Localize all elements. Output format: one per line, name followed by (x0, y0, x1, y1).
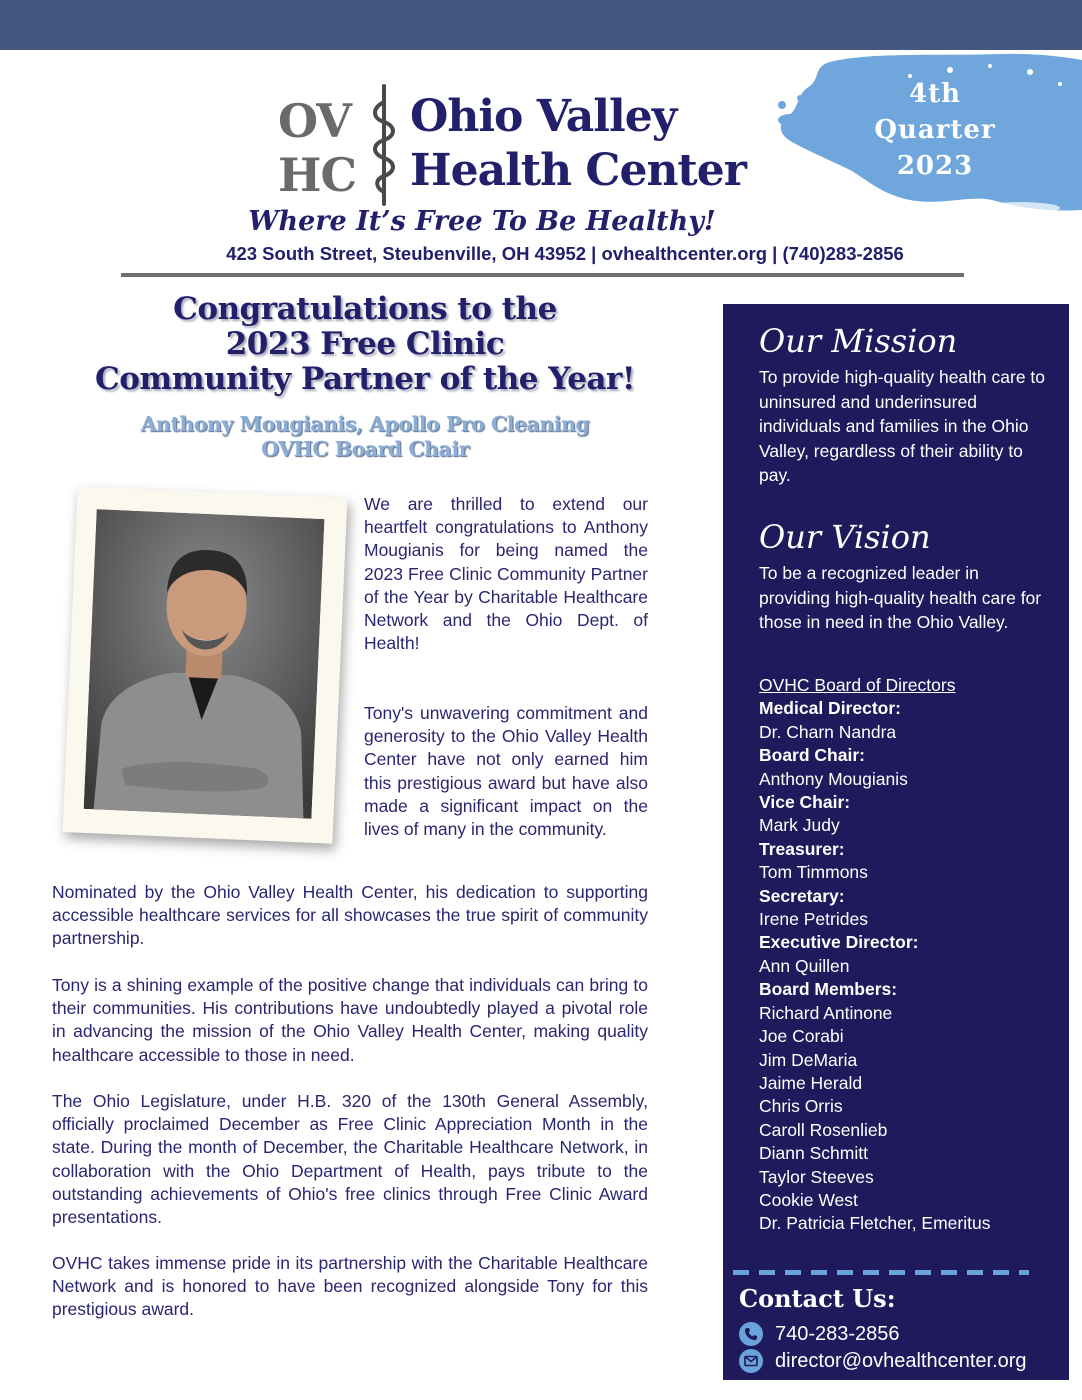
email-icon (739, 1349, 763, 1373)
article-paragraph-5: The Ohio Legislature, under H.B. 320 of the 130th General Assembly, officially proclaimed December as Free Clinic Appreciation Month in the state. During the month of December, the Charitable Healthcare Network, in collaboration with the Ohio Department of Health, pays tribute to the outstanding achievements of Ohio's free clinics through Free Clinic Award presentations. (52, 1091, 648, 1228)
board-member: Joe Corabi (759, 1026, 844, 1047)
article-paragraph-3: Nominated by the Ohio Valley Health Center, his dedication to supporting accessible healthcare services for all showcases the true spirit of community partnership. (52, 882, 648, 949)
contact-phone[interactable]: 740-283-2856 (775, 1322, 900, 1345)
logo-name-line-2: Health Center (410, 145, 746, 196)
board-of-directors (759, 674, 1059, 1236)
board-member: Jim DeMaria (759, 1049, 858, 1070)
role-name-board-chair: Anthony Mougianis (759, 768, 908, 789)
vision-heading: Our Vision (759, 518, 931, 556)
header-contact-line: 423 South Street, Steubenville, OH 43952 | ovhealthcenter.org | (740)283-2856 (226, 243, 904, 264)
subhead-line-2: OVHC Board Chair (261, 437, 469, 461)
role-label-executive-director: Executive Director: (759, 932, 919, 953)
role-label-treasurer: Treasurer: (759, 838, 845, 859)
quarter-line-3: 2023 (896, 151, 974, 181)
role-name-secretary: Irene Petrides (759, 909, 868, 930)
headline-line-3: Community Partner of the Year! (95, 361, 635, 397)
portrait-photo-frame (63, 486, 348, 843)
headline-line-2: 2023 Free Clinic (225, 326, 505, 362)
article-paragraph-4: Tony is a shining example of the positive change that individuals can bring to their communities. His contributions have undoubtedly played a pivotal role in advancing the mission of the Ohio Valley Health Center, making quality healthcare accessible to those in need. (52, 975, 648, 1065)
article-headline (60, 292, 670, 397)
logo-name (410, 90, 746, 198)
quarter-line-1: 4th (908, 79, 961, 109)
article-subhead (60, 412, 670, 462)
role-name-treasurer: Tom Timmons (759, 862, 868, 883)
role-label-vice-chair: Vice Chair: (759, 792, 851, 813)
quarter-label (862, 76, 1008, 184)
ovhc-logo (278, 84, 746, 208)
quarter-line-2: Quarter (874, 115, 996, 145)
logo-initials (278, 94, 356, 202)
board-member: Cookie West (759, 1189, 858, 1210)
article-paragraph-2: Tony's unwavering commitment and generosity to the Ohio Valley Health Center have not only earned him this prestigious award but have also made a significant impact on the lives of many in the community. (364, 703, 648, 840)
board-member: Richard Antinone (759, 1002, 893, 1023)
dashed-divider (733, 1270, 1029, 1275)
board-member: Chris Orris (759, 1096, 843, 1117)
vision-text: To be a recognized leader in providing high-quality health care for those in need in the Ohio Valley. (759, 563, 1042, 632)
contact-title: Contact Us: (739, 1284, 896, 1313)
header-divider (121, 273, 964, 277)
portrait-photo (84, 509, 325, 819)
board-member: Caroll Rosenlieb (759, 1119, 888, 1140)
role-name-executive-director: Ann Quillen (759, 955, 850, 976)
contact-email-row[interactable] (739, 1348, 1027, 1374)
role-name-vice-chair: Mark Judy (759, 815, 840, 836)
article-paragraph-6: OVHC takes immense pride in its partnership with the Charitable Healthcare Network and is honored to have been recognized alongside Tony for this prestigious award. (52, 1253, 648, 1320)
board-member: Diann Schmitt (759, 1143, 868, 1164)
role-label-medical-director: Medical Director: (759, 698, 901, 719)
board-member: Dr. Patricia Fletcher, Emeritus (759, 1213, 991, 1234)
subhead-line-1: Anthony Mougianis, Apollo Pro Cleaning (140, 412, 590, 436)
headline-line-1: Congratulations to the (173, 291, 557, 327)
logo-name-line-1: Ohio Valley (410, 91, 677, 142)
logo-initials-line-2: HC (278, 148, 357, 202)
top-banner-bar (0, 0, 1082, 50)
board-title: OVHC Board of Directors (759, 675, 956, 695)
role-label-secretary: Secretary: (759, 885, 845, 906)
role-label-board-members: Board Members: (759, 979, 898, 1000)
caduceus-icon (370, 84, 398, 206)
sidebar-panel (723, 304, 1069, 1380)
contact-phone-row[interactable] (739, 1321, 900, 1347)
article-paragraph-1: We are thrilled to extend our heartfelt congratulations to Anthony Mougianis for being named the 2023 Free Clinic Community Partner of the Year by Charitable Healthcare Network and the Ohio Dept. of Health! (364, 494, 648, 654)
role-label-board-chair: Board Chair: (759, 745, 865, 766)
board-member: Taylor Steeves (759, 1166, 874, 1187)
logo-initials-line-1: OV (278, 94, 351, 148)
mission-heading: Our Mission (759, 322, 958, 360)
contact-email[interactable]: director@ovhealthcenter.org (775, 1349, 1027, 1372)
role-name-medical-director: Dr. Charn Nandra (759, 721, 897, 742)
board-member: Jaime Herald (759, 1072, 863, 1093)
phone-icon (739, 1322, 763, 1346)
mission-text: To provide high-quality health care to uninsured and underinsured individuals and families in the Ohio Valley, regardless of their ability to pay. (759, 367, 1046, 485)
tagline: Where It’s Free To Be Healthy! (248, 206, 716, 237)
